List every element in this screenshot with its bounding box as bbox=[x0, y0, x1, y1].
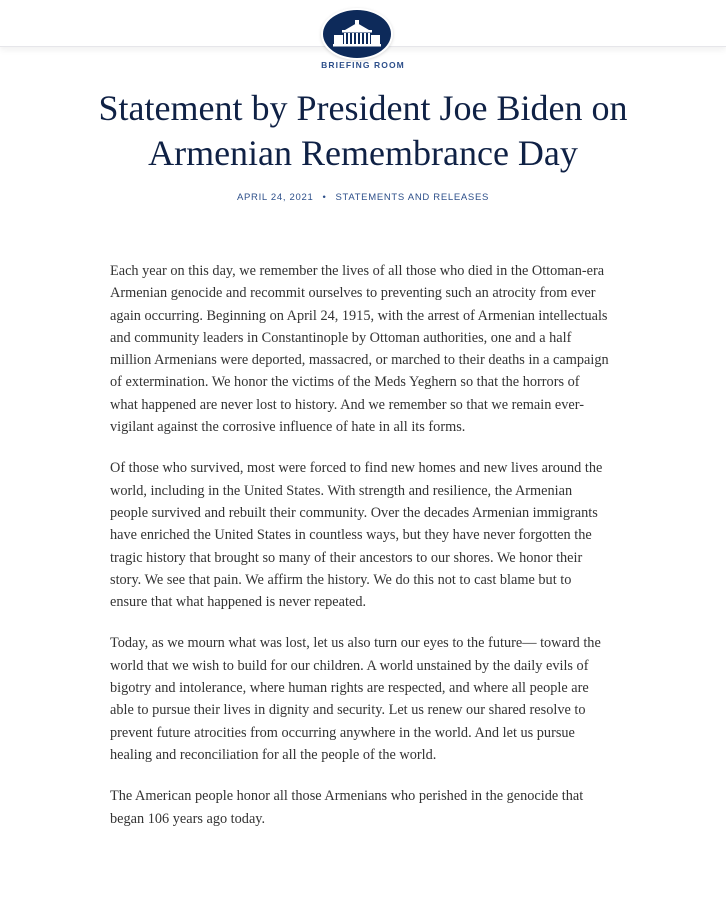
meta-separator: • bbox=[322, 192, 327, 203]
body-paragraph: Each year on this day, we remember the lives of all those who died in the Ottoman-era Armenian genocide and recommit ourselves to preventing such an atrocity from ever again occurring. Beginning on April 24, 1915, with the arrest of Armenian intellectuals and community leaders in Constantinople by Ottoman authorities, one and a half million Armenians were deported, massacred, or marched to their deaths in a campaign of extermination. We honor the victims of the Meds Yeghern so that the horrors of what happened are never lost to history. And we remember so that we remain ever-vigilant against the corrosive influence of hate in all its forms. bbox=[110, 263, 609, 436]
section-label-briefing-room[interactable]: BRIEFING ROOM bbox=[321, 60, 405, 70]
publish-date: APRIL 24, 2021 bbox=[236, 192, 314, 203]
article-meta bbox=[0, 192, 726, 203]
body-paragraph: Today, as we mourn what was lost, let us also turn our eyes to the future— toward the world that we wish to build for our children. A world unstained by the daily evils of bigotry and intolerance, where human rights are respected, and where all people are able to pursue their lives in dignity and security. Let us renew our shared resolve to prevent future atrocities from occurring anywhere in the world. And let us pursue healing and reconciliation for all the people of the world. bbox=[110, 635, 601, 763]
body-paragraph: The American people honor all those Armenians who perished in the genocide that began 106 years ago today. bbox=[110, 788, 584, 827]
page-title: Statement by President Joe Biden on Armenian Remembrance Day bbox=[98, 88, 628, 173]
category-link[interactable]: STATEMENTS AND RELEASES bbox=[335, 192, 490, 203]
body-paragraph: Of those who survived, most were forced to find new homes and new lives around the world, including in the United States. With strength and resilience, the Armenian people survived and rebuilt their community. Over the decades Armenian immigrants have enriched the United States in countless ways, but they have never forgotten the tragic history that brought so many of their ancestors to our shores. We honor their story. We see that pain. We affirm the history. We do this not to cast blame but to ensure that what happened is never repeated. bbox=[110, 460, 603, 611]
article-body bbox=[110, 260, 610, 849]
white-house-seal-icon[interactable] bbox=[321, 8, 393, 60]
white-house-building-icon bbox=[323, 10, 391, 58]
